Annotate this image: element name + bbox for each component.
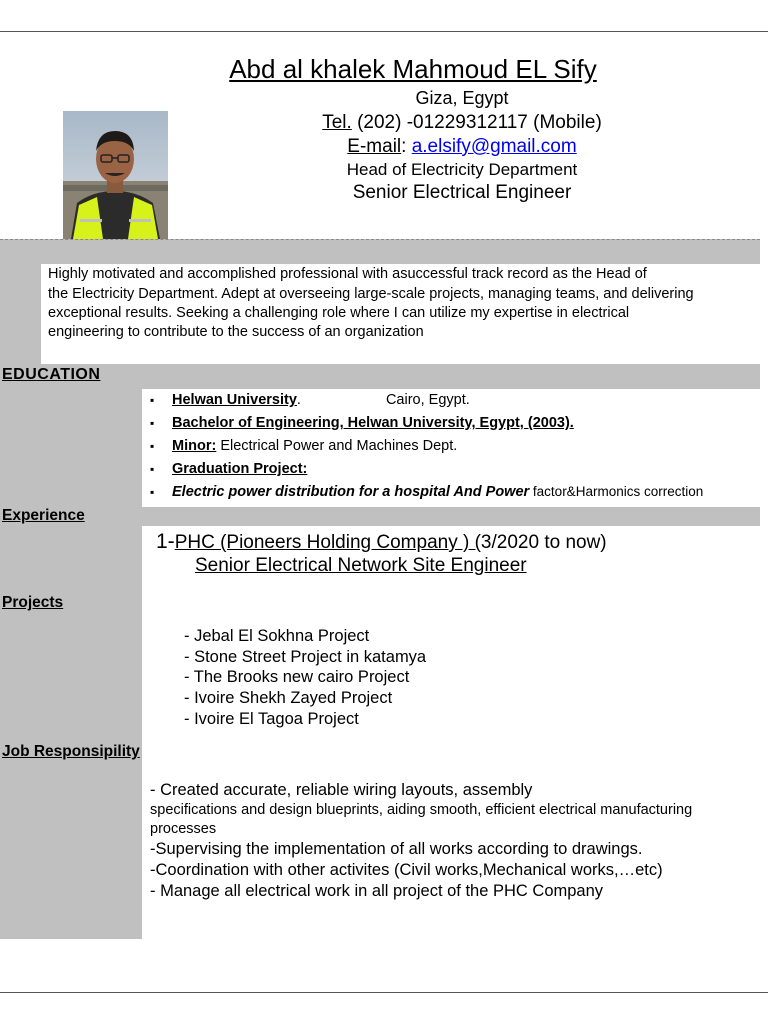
email-label: E-mail	[347, 136, 402, 157]
location: Giza, Egypt	[415, 88, 509, 108]
bottom-rule	[0, 992, 768, 993]
candidate-name: Abd al khalek Mahmoud EL Sify	[229, 54, 597, 84]
project-item: - Jebal El Sokhna Project	[184, 627, 370, 645]
education-degree	[150, 415, 574, 431]
email-separator: :	[401, 136, 412, 157]
education-header-bar	[0, 364, 760, 389]
responsibility-line: specifications and design blueprints, aiding smooth, efficient electrical manufacturing	[150, 802, 693, 818]
minor-value: Electrical Power and Machines Dept.	[216, 438, 458, 454]
education-grad-project	[150, 484, 703, 500]
project-item: - The Brooks new cairo Project	[184, 668, 410, 686]
summary-line: the Electricity Department. Adept at overseeing large-scale projects, managing teams, and delivering	[48, 286, 694, 302]
education-heading: EDUCATION	[2, 366, 101, 383]
education-side-column	[0, 389, 142, 507]
company-name: PHC (Pioneers Holding Company ) (	[174, 532, 481, 553]
position: Head of Electricity Department	[346, 160, 578, 179]
summary-side-column	[0, 263, 41, 364]
job-title: Senior Electrical Engineer	[352, 182, 572, 203]
summary-header-bar	[0, 239, 760, 264]
summary-line: engineering to contribute to the success of an organization	[48, 324, 424, 340]
bullet-icon: ▪	[150, 485, 155, 499]
responsibilities-heading: Job Responsipility	[2, 743, 140, 760]
project-item: - Ivoire El Tagoa Project	[184, 710, 359, 728]
experience-heading: Experience	[2, 507, 85, 524]
university-suffix: .	[296, 392, 301, 408]
university-location: Cairo, Egypt.	[385, 392, 470, 408]
bullet-icon: ▪	[150, 439, 155, 453]
bullet-icon: ▪	[150, 462, 155, 476]
top-rule	[0, 31, 768, 32]
grad-project-rest: factor&Harmonics correction	[529, 484, 704, 499]
university-name: Helwan University	[172, 392, 297, 408]
grad-project-title: Electric power distribution for a hospital And Power	[172, 484, 530, 500]
bullet-icon: ▪	[150, 393, 155, 407]
experience-role: Senior Electrical Network Site Engineer	[195, 555, 527, 576]
summary-line: Highly motivated and accomplished professional with asuccessful track record as the Head of	[48, 266, 647, 282]
responsibility-line: -Coordination with other activites (Civil works,Mechanical works,…etc)	[150, 861, 663, 879]
responsibility-line: - Manage all electrical work in all project of the PHC Company	[150, 882, 604, 900]
summary-line: exceptional results. Seeking a challenging role where I can utilize my expertise in electrical	[48, 305, 630, 321]
bullet-icon: ▪	[150, 416, 155, 430]
education-grad-label	[150, 461, 307, 477]
responsibility-line: - Created accurate, reliable wiring layouts, assembly	[150, 781, 533, 799]
minor-label: Minor:	[172, 438, 217, 454]
experience-header-bar	[0, 507, 760, 526]
responsibility-line: -Supervising the implementation of all works according to drawings.	[150, 840, 643, 858]
email-link[interactable]: a.elsify@gmail.com	[411, 136, 577, 157]
responsibility-line: processes	[150, 821, 217, 837]
experience-side-column	[0, 526, 142, 939]
tel-value: (202) -01229312117 (Mobile)	[351, 112, 602, 133]
profile-photo	[63, 111, 168, 239]
degree-text: Bachelor of Engineering, Helwan University, Egypt, (2003).	[172, 415, 574, 431]
experience-company	[156, 530, 607, 554]
projects-heading: Projects	[2, 594, 64, 611]
education-minor	[150, 438, 457, 454]
grad-project-label: Graduation Project:	[172, 461, 308, 477]
education-university	[150, 392, 470, 408]
experience-index: 1-	[156, 530, 175, 553]
project-item: - Stone Street Project in katamya	[184, 648, 427, 666]
project-item: - Ivoire Shekh Zayed Project	[184, 689, 393, 707]
tel-label: Tel.	[322, 112, 352, 133]
experience-period: 3/2020 to now)	[480, 532, 607, 553]
